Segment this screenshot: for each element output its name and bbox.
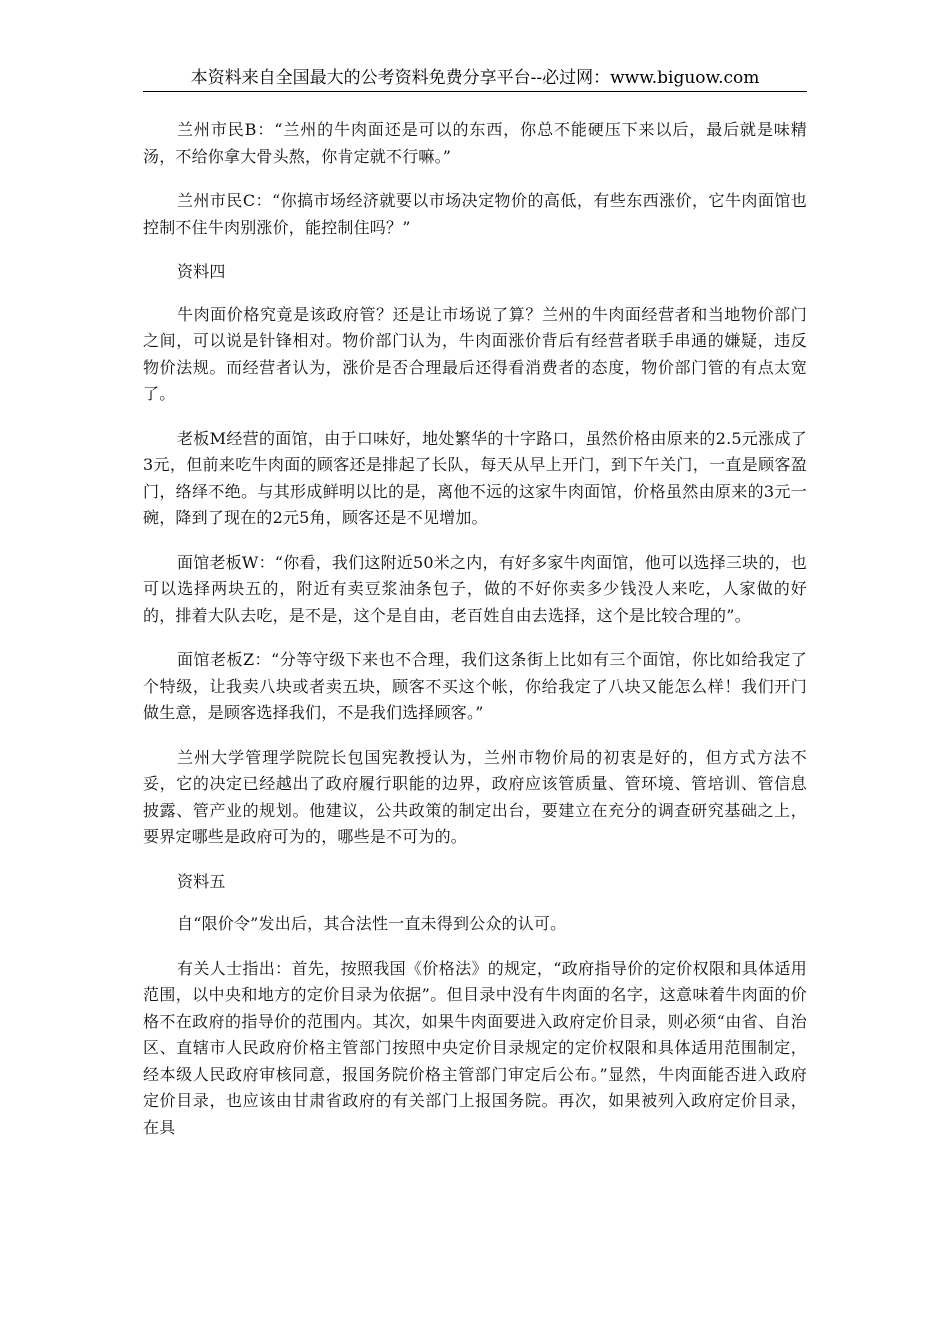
paragraph-citizen-c: 兰州市民C：“你搞市场经济就要以市场决定物价的高低，有些东西涨价，它牛肉面馆也控制不住牛肉别涨价，能控制住吗？” [143,191,807,237]
section-heading-material-5: 资料五 [177,871,226,891]
paragraph-citizen-b: 兰州市民B：“兰州的牛肉面还是可以的东西，你总不能硬压下来以后，最后就是味精汤，不给你拿大骨头熬，你肯定就不行嘛。” [143,120,807,166]
document-body [143,117,807,1159]
paragraph-boss-m: 老板M经营的面馆，由于口味好，地处繁华的十字路口，虽然价格由原来的2.5元涨成了3元，但前来吃牛肉面的顾客还是排起了长队，每天从早上开门，到下午关门，一直是顾客盈门，络绎不绝。与其形成鲜明以比的是，离他不远的这家牛肉面馆，价格虽然由原来的3元一碗，降到了现在的2元5角，顾客还是不见增加。 [143,428,807,527]
paragraph-boss-w: 面馆老板W：“你看，我们这附近50米之内，有好多家牛肉面馆，他可以选择三块的，也可以选择两块五的，附近有卖豆浆油条包子，做的不好你卖多少钱没人来吃，人家做的好的，排着大队去吃，是不是，这个是自由，老百姓自由去选择，这个是比较合理的”。 [143,552,807,625]
paragraph-price-law: 有关人士指出：首先，按照我国《价格法》的规定，“政府指导价的定价权限和具体适用范围，以中央和地方的定价目录为依据”。但目录中没有牛肉面的名字，这意味着牛肉面的价格不在政府的指导价的范围内。其次，如果牛肉面要进入政府定价目录，则必须“由省、自治区、直辖市人民政府价格主管部门按照中央定价目录规定的定价权限和具体适用范围制定，经本级人民政府审核同意，报国务院价格主管部门审定后公布。”显然，牛肉面能否进入政府定价目录，也应该由甘肃省政府的有关部门上报国务院。再次，如果被列入政府定价目录，在具 [143,958,807,1137]
paragraph-legality: 自“限价令”发出后，其合法性一直未得到公众的认可。 [177,914,567,933]
header-divider [143,91,807,92]
paragraph-boss-z: 面馆老板Z：“分等守级下来也不合理，我们这条街上比如有三个面馆，你比如给我定了个特级，让我卖八块或者卖五块，顾客不买这个帐，你给我定了八块又能怎么样！我们开门做生意，是顾客选择我们，不是我们选择顾客。” [143,650,807,722]
paragraph-price-debate: 牛肉面价格究竟是该政府管？还是让市场说了算？兰州的牛肉面经营者和当地物价部门之间，可以说是针锋相对。物价部门认为，牛肉面涨价背后有经营者联手串通的嫌疑，违反物价法规。而经营者认为，涨价是否合理最后还得看消费者的态度，物价部门管的有点太宽了。 [143,304,807,403]
page-header: 本资料来自全国最大的公考资料免费分享平台--必过网：www.biguow.com [190,68,760,88]
section-heading-material-4: 资料四 [177,262,226,281]
paragraph-professor-bao: 兰州大学管理学院院长包国宪教授认为，兰州市物价局的初衷是好的，但方式方法不妥，它的决定已经越出了政府履行职能的边界，政府应该管质量、管环境、管培训、管信息披露、管产业的规划。他建议，公共政策的制定出台，要建立在充分的调查研究基础之上，要界定哪些是政府可为的，哪些是不可为的。 [143,747,807,846]
